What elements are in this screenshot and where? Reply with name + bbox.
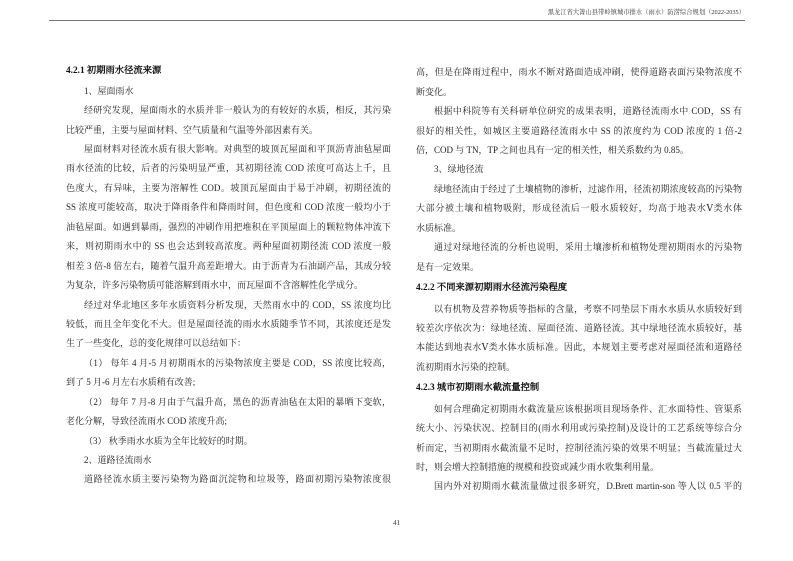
paragraph — [416, 180, 742, 238]
subsection-title-green-runoff: 3、绿地径流 — [434, 164, 484, 175]
paragraph — [416, 102, 742, 160]
text-line: （2） 每年 7 月-8 月由于气温升高，黑色的沥青油毡在太阳的暴晒下变软， — [84, 396, 391, 407]
text-line: 色度大，有异味，主要为溶解性 COD。坡顶瓦屋面由于易于冲刷，初期径流的 — [66, 182, 391, 193]
text-line: 很好的相关性，如城区主要道路径流雨水中 SS 的浓度约为 COD 浓度的 1 倍-2 — [416, 125, 742, 136]
paragraph — [66, 140, 391, 296]
text-line: 较低，而且全年变化不大。但是屋面径流的雨水水质随季节不同，其浓度还是发 — [66, 318, 391, 329]
list-item — [66, 432, 391, 451]
text-line: 油毡屋面。如遇到暴雨，强烈的冲刷作用把堆积在平顶屋面上的颗粒物体冲流下 — [66, 221, 391, 232]
list-item — [66, 393, 391, 432]
paragraph — [66, 296, 391, 354]
paragraph — [416, 63, 742, 102]
text-line: 经过对华北地区多年水质资料分析发现，天然雨水中的 COD，SS 浓度均比 — [84, 299, 391, 310]
header-rule — [49, 20, 745, 21]
section-heading-4-2-1: 4.2.1 初期雨水径流来源 — [66, 66, 162, 77]
text-line: 绿地径流由于经过了土壤植物的渗析，过滤作用，径流初期浓度较高的污染物 — [434, 183, 742, 194]
text-line: 道路径流水质主要污染物为路面沉淀物和垃圾等，路面初期污染物浓度很 — [84, 474, 391, 485]
subsection-title-road-runoff: 2、道路径流雨水 — [84, 455, 152, 466]
text-line: 老化分解，导致径流雨水 COD 浓度升高; — [66, 416, 228, 427]
text-line: 析而定，当初期雨水截流量不足时，控制径流污染的效果不明显；当截流量过大 — [416, 442, 742, 453]
text-line: 断变化。 — [416, 86, 453, 97]
text-line: 是有一定效果。 — [416, 261, 480, 272]
text-line: 国内外对初期雨水截流量做过很多研究，D.Brett martin-son 等人以 0.5 平的 — [434, 481, 742, 492]
text-line: 生了一些变化，总的变化规律可以总结如下： — [66, 338, 247, 349]
text-line: 较差次序依次为：绿地径流、屋面径流、道路径流。其中绿地径流水质较好，基 — [416, 322, 742, 333]
text-line: 根据中科院等有关科研单位研究的成果表明，道路径流雨水中 COD，SS 有 — [434, 106, 742, 117]
left-column — [66, 62, 391, 490]
page-number: 41 — [393, 519, 400, 527]
list-item — [66, 354, 391, 393]
paragraph — [66, 470, 391, 489]
text-line: 水质标准。 — [416, 222, 462, 233]
seasonal-list — [66, 354, 391, 451]
text-line: 倍，COD 与 TN，TP 之间也具有一定的相关性，相关系数约为 0.85。 — [416, 145, 689, 156]
text-line: 高，但是在降雨过程中，雨水不断对路面造成冲刷，使得道路表面污染物浓度不 — [416, 67, 742, 78]
text-line: 统大小、污染状况、控制目的(雨水利用或污染控制)及设计的工艺系统等综合分 — [416, 423, 742, 434]
paragraph — [416, 477, 742, 496]
right-column — [416, 63, 742, 497]
text-line: 到了 5 月-6 月左右水质稍有改善; — [66, 377, 196, 388]
running-header-title: 黑龙江省大箐山县带岭镇城市排水（雨水）防涝综合规划（2022-2035） — [547, 9, 745, 16]
text-line: 屋面材料对径流水质有很大影响。对典型的坡顶瓦屋面和平顶沥青油毡屋面 — [84, 144, 391, 155]
section-heading-4-2-3: 4.2.3 城市初期雨水截流量控制 — [416, 382, 540, 393]
paragraph — [66, 101, 391, 140]
subsection-title-roof-runoff: 1、屋面雨水 — [84, 85, 134, 96]
text-line: 流初期雨水污染的控制。 — [416, 361, 516, 372]
text-line: SS 浓度可能较高，取决于降雨条件和降雨时间，但色度和 COD 浓度一般均小于 — [66, 202, 391, 213]
text-line: 来，则初期雨水中的 SS 也会达到较高浓度。两种屋面初期径流 COD 浓度一般 — [66, 241, 391, 252]
paragraph — [416, 400, 742, 478]
text-line: 经研究发现，屋面雨水的水质并非一般认为的有较好的水质，相反，其污染 — [84, 105, 391, 116]
text-line: 雨水径流的比较，后者的污染明显严重，其初期径流 COD 浓度可高达上千，且 — [66, 163, 391, 174]
text-line: 大部分被土壤和植物吸附，形成径流后一般水质较好，均高于地表水Ⅴ类水体 — [416, 203, 742, 214]
text-line: 相差 3 倍-8 倍左右，随着气温升高差距增大。由于沥青为石油副产品，其成分较 — [66, 260, 391, 271]
section-heading-4-2-2: 4.2.2 不同来源初期雨水径流污染程度 — [416, 282, 568, 293]
text-line: 通过对绿地径流的分析也说明，采用土壤渗析和植物处理初期雨水的污染物 — [434, 242, 742, 253]
text-line: 本能达到地表水Ⅴ类水体水质标准。因此，本规划主要考虑对屋面径流和道路径 — [416, 342, 742, 353]
paragraph — [416, 238, 742, 277]
text-line: （3） 秋季雨水水质为全年比较好的时期。 — [84, 435, 253, 446]
text-line: 如何合理确定初期雨水截流量应该根据项目现场条件、汇水面特性、管渠系 — [434, 403, 742, 414]
text-line: 为复杂，许多污染物质可能溶解到雨水中，而瓦屋面不含溶解性化学成分。 — [66, 280, 364, 291]
text-line: 时，则会增大控制措施的规模和投资或减少雨水收集利用量。 — [416, 462, 660, 473]
text-line: 以有机物及营养物质等指标的含量，考察不同垫层下雨水水质从水质较好到 — [434, 303, 742, 314]
text-line: 比较严重，主要与屋面材料、空气质量和气温等外部因素有关。 — [66, 124, 319, 135]
paragraph — [416, 300, 742, 378]
text-line: （1） 每年 4 月-5 月初期雨水的污染物浓度主要是 COD，SS 浓度比较高， — [84, 357, 391, 368]
